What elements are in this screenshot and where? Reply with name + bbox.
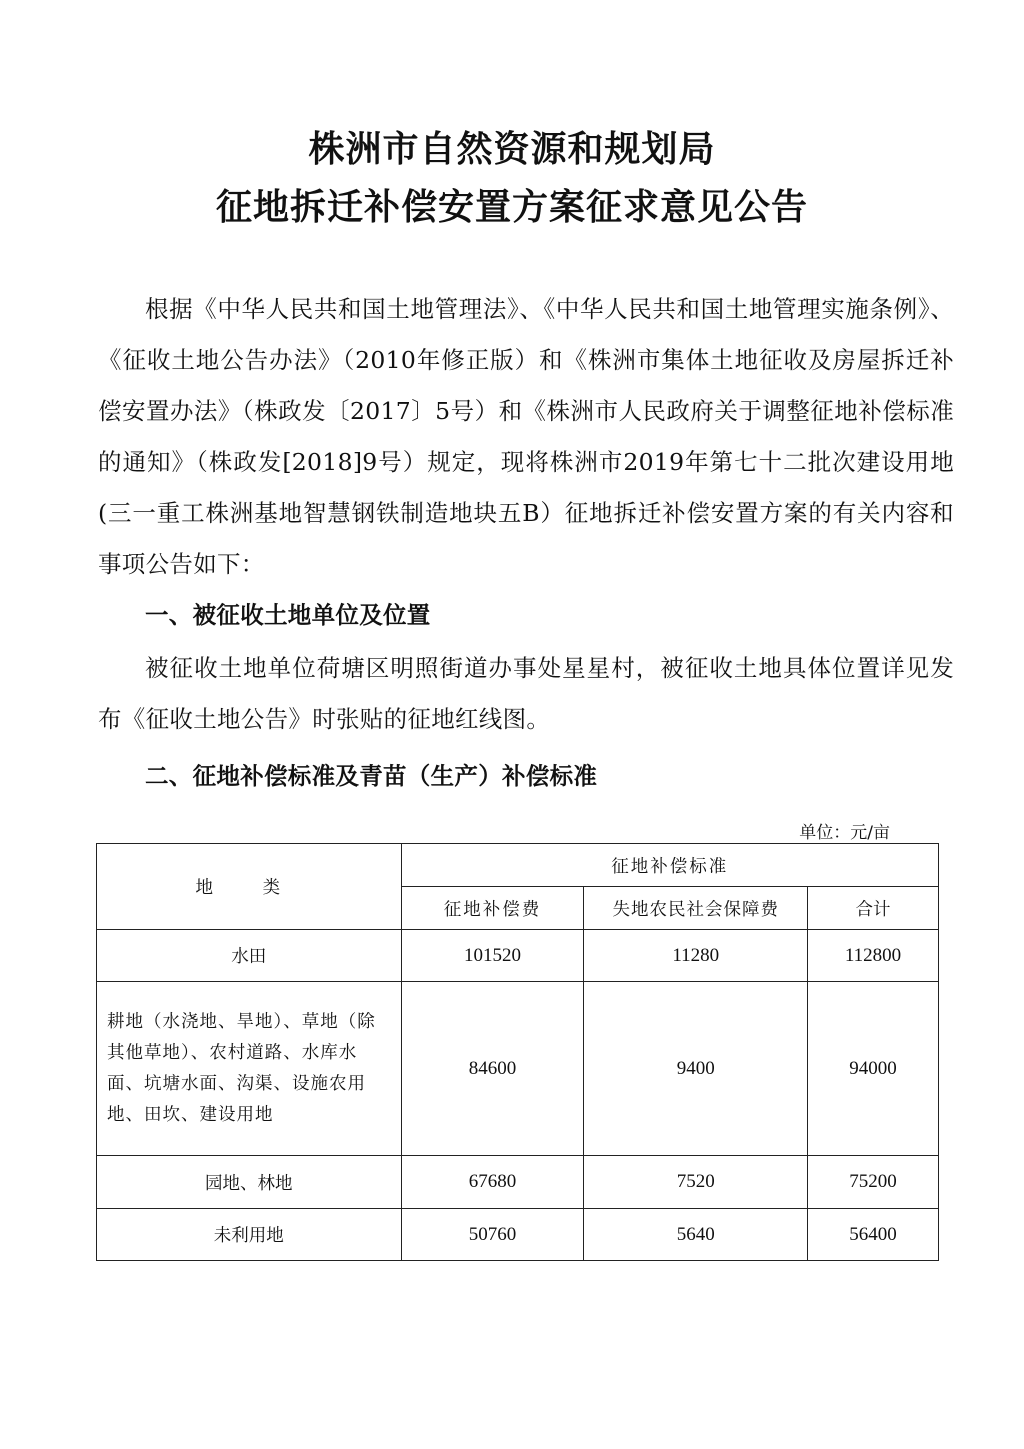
row-col-a: 84600 xyxy=(401,982,584,1156)
header-compensation-standard: 征地补偿标准 xyxy=(401,844,938,887)
table-unit-label: 单位：元/亩 xyxy=(799,823,890,843)
row-type: 未利用地 xyxy=(97,1209,402,1261)
document-body xyxy=(98,284,954,802)
document-title-line1: 株洲市自然资源和规划局 xyxy=(308,129,716,170)
row-type: 水田 xyxy=(97,930,402,982)
row-col-b: 9400 xyxy=(584,982,808,1156)
section1-heading: 一、被征收土地单位及位置 xyxy=(145,601,431,629)
intro-paragraph: 根据《中华人民共和国土地管理法》、《中华人民共和国土地管理实施条例》、《征收土地公告办法》（2010年修正版）和《株洲市集体土地征收及房屋拆迁补偿安置办法》（株政发〔2017〕5号）和《株洲市人民政府关于调整征地补偿标准的通知》（株政发[2018]9号）规定，现将株洲市2019年第七十二批次建设用地(三一重工株洲基地智慧钢铁制造地块五B）征地拆迁补偿安置方案的有关内容和事项公告如下： xyxy=(98,295,954,578)
table-row xyxy=(97,982,939,1156)
row-type: 园地、林地 xyxy=(97,1156,402,1209)
table-row xyxy=(97,930,939,982)
header-land-type: 地 类 xyxy=(97,844,402,930)
row-col-a: 67680 xyxy=(401,1156,584,1209)
row-col-c: 75200 xyxy=(808,1156,939,1209)
table-header-row-1 xyxy=(97,844,939,887)
header-col-a: 征地补偿费 xyxy=(401,887,584,930)
header-col-c: 合计 xyxy=(808,887,939,930)
compensation-standard-table xyxy=(96,843,939,1261)
row-col-c: 112800 xyxy=(808,930,939,982)
row-col-c: 56400 xyxy=(808,1209,939,1261)
section2-heading: 二、征地补偿标准及青苗（生产）补偿标准 xyxy=(145,762,598,790)
row-col-a: 101520 xyxy=(401,930,584,982)
table-row xyxy=(97,1156,939,1209)
row-col-b: 11280 xyxy=(584,930,808,982)
row-col-a: 50760 xyxy=(401,1209,584,1261)
header-col-b: 失地农民社会保障费 xyxy=(584,887,808,930)
row-col-b: 5640 xyxy=(584,1209,808,1261)
row-col-b: 7520 xyxy=(584,1156,808,1209)
row-type: 耕地（水浇地、旱地）、草地（除其他草地）、农村道路、水库水面、坑塘水面、沟渠、设施农用地、田坎、建设用地 xyxy=(97,982,402,1156)
table-row xyxy=(97,1209,939,1261)
section1-text: 被征收土地单位荷塘区明照街道办事处星星村，被征收土地具体位置详见发布《征收土地公告》时张贴的征地红线图。 xyxy=(98,654,954,733)
document-title-line2: 征地拆迁补偿安置方案征求意见公告 xyxy=(215,187,808,228)
row-col-c: 94000 xyxy=(808,982,939,1156)
